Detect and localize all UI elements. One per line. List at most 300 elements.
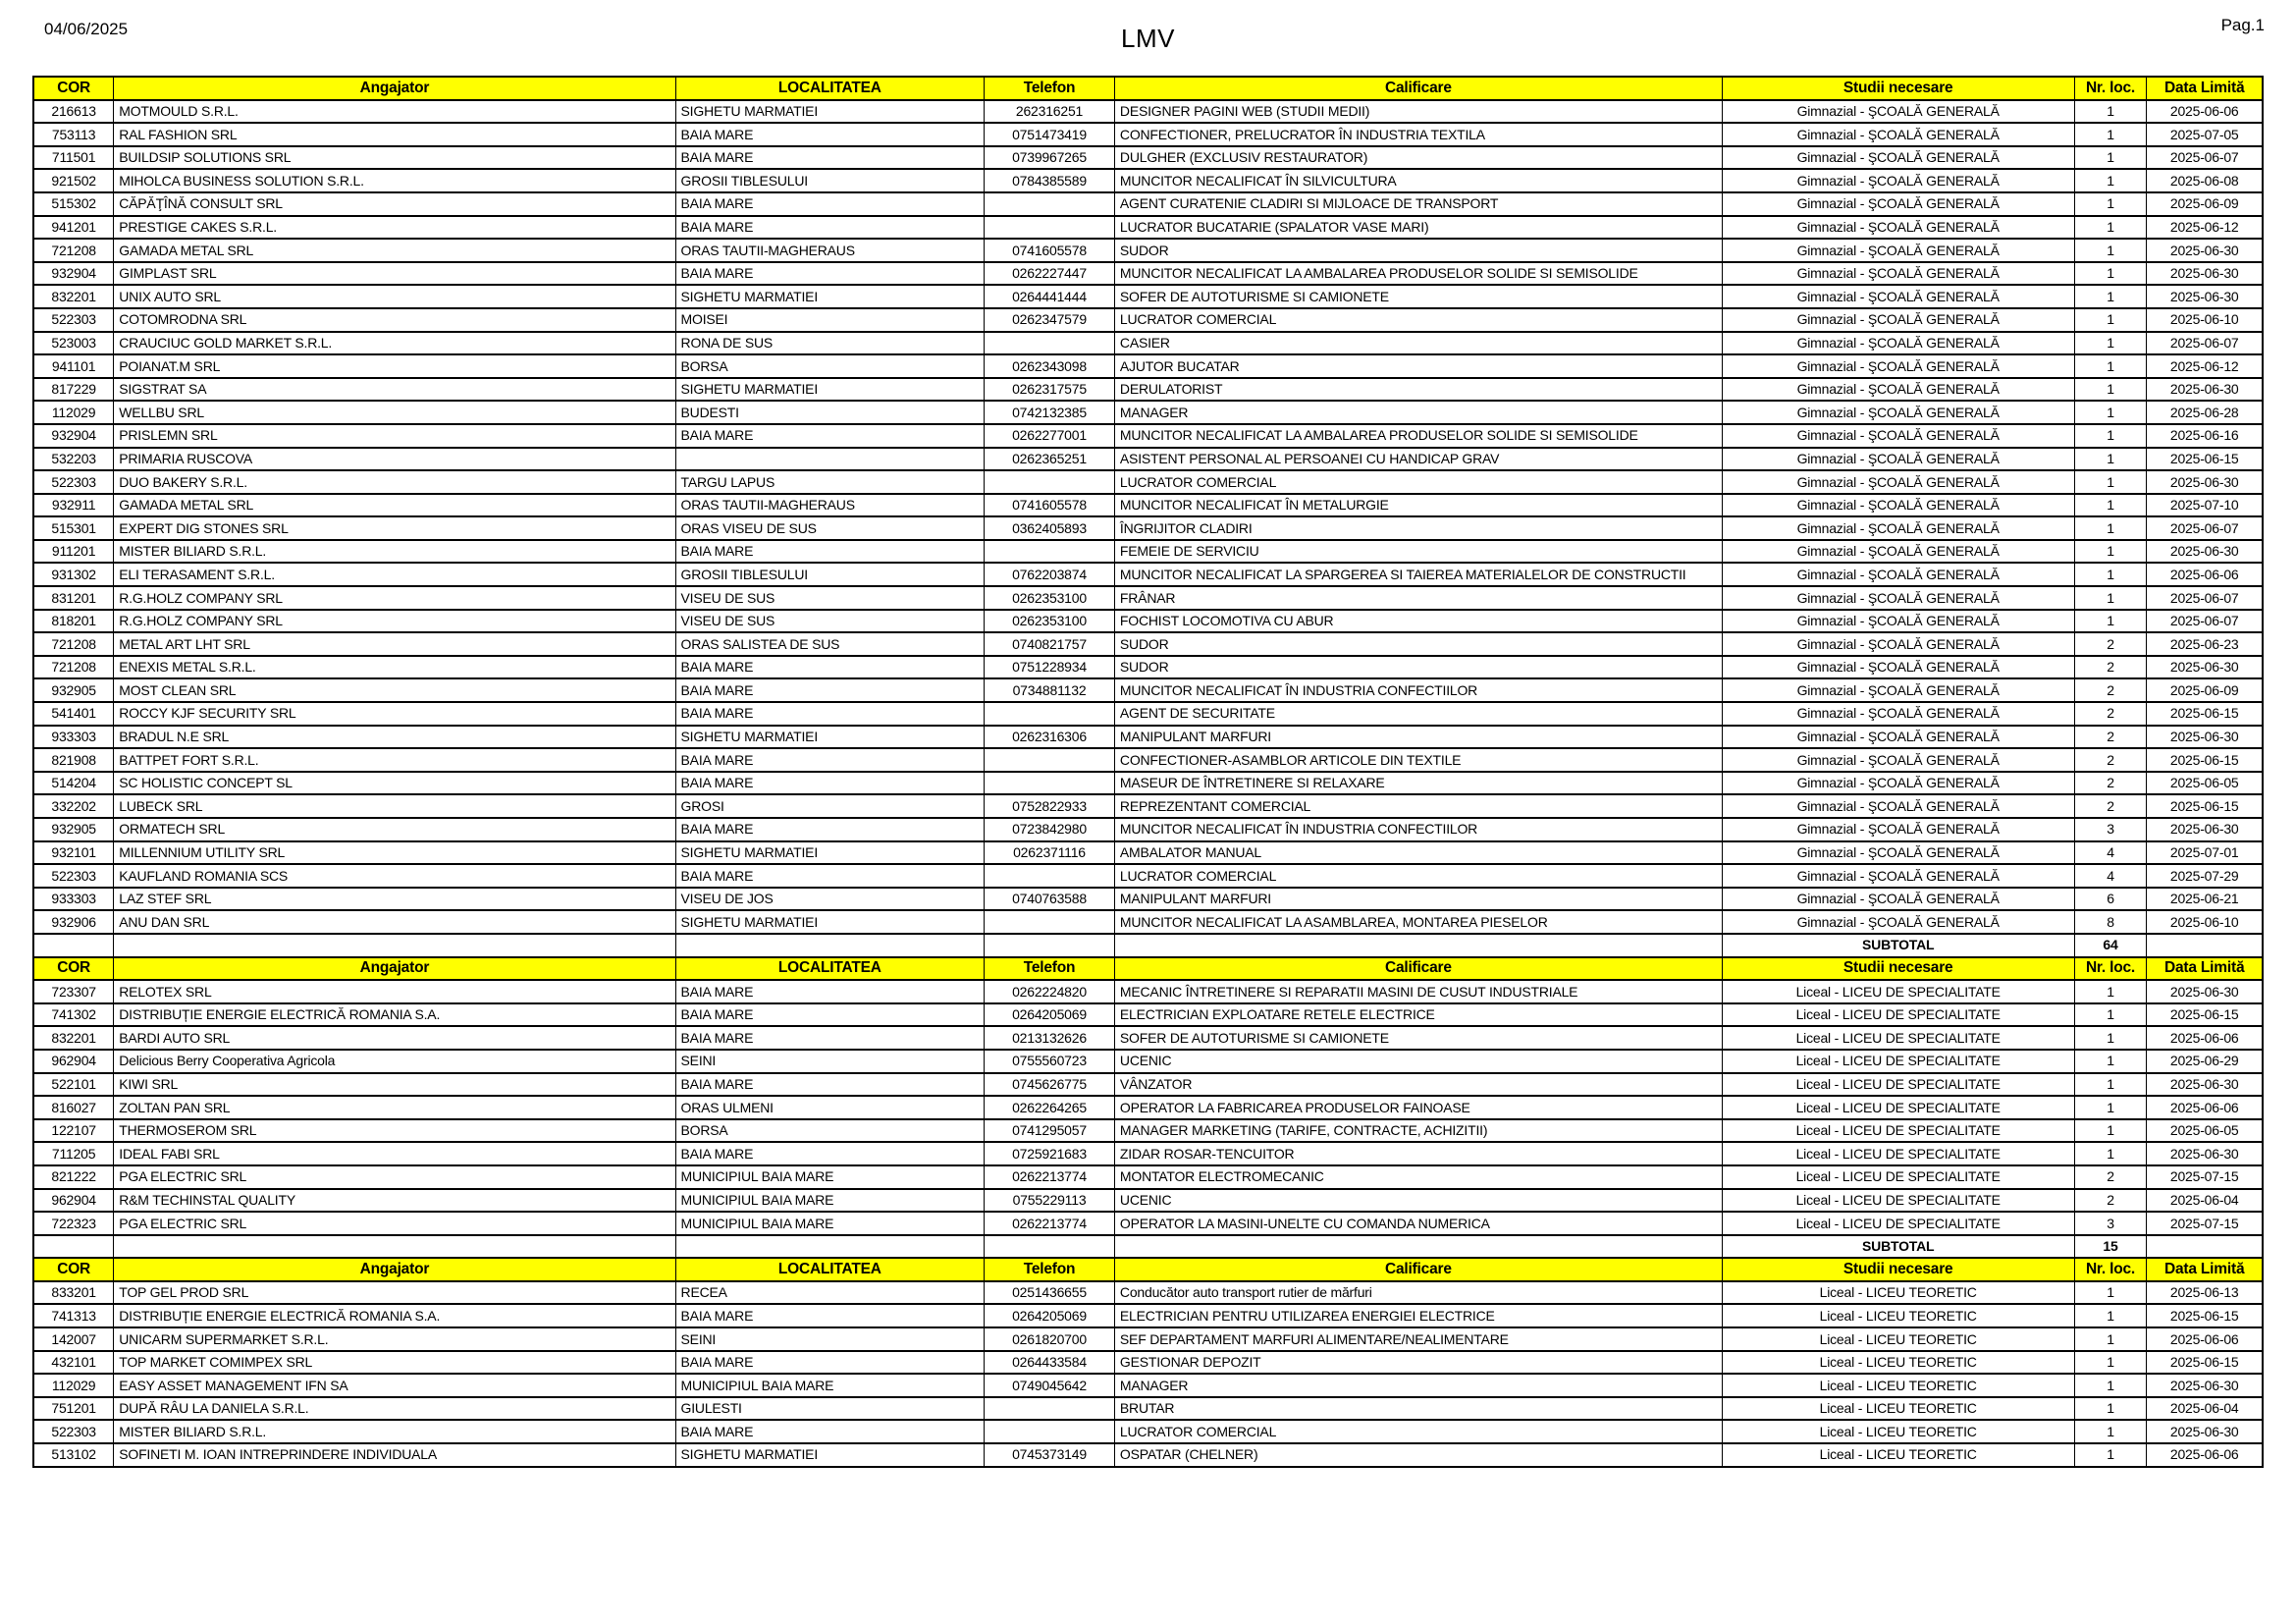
cell-nr-loc: 1 bbox=[2074, 1374, 2147, 1397]
cell-angajator: BATTPET FORT S.R.L. bbox=[114, 748, 675, 772]
cell-data-limita: 2025-06-15 bbox=[2147, 1351, 2263, 1375]
cell-studii-necesare: Gimnazial - ŞCOALĂ GENERALĂ bbox=[1722, 448, 2074, 471]
cell-telefon bbox=[985, 332, 1115, 355]
cell-data-limita bbox=[2147, 1235, 2263, 1259]
table-row bbox=[33, 1003, 2263, 1027]
cell-studii-necesare: Liceal - LICEU DE SPECIALITATE bbox=[1722, 1026, 2074, 1050]
cell-angajator: GAMADA METAL SRL bbox=[114, 494, 675, 517]
column-header-studii-necesare: Studii necesare bbox=[1722, 957, 2074, 981]
cell-calificare: LUCRATOR COMERCIAL bbox=[1114, 470, 1722, 494]
cell-data-limita: 2025-06-05 bbox=[2147, 1119, 2263, 1143]
cell-telefon: 0762203874 bbox=[985, 563, 1115, 586]
cell-data-limita: 2025-06-29 bbox=[2147, 1050, 2263, 1073]
cell-angajator: EASY ASSET MANAGEMENT IFN SA bbox=[114, 1374, 675, 1397]
cell-angajator: COTOMRODNA SRL bbox=[114, 308, 675, 332]
cell-nr-loc: 1 bbox=[2074, 586, 2147, 610]
cell-angajator: ELI TERASAMENT S.R.L. bbox=[114, 563, 675, 586]
cell-localitatea: BORSA bbox=[675, 1119, 985, 1143]
cell-angajator: SC HOLISTIC CONCEPT SL bbox=[114, 772, 675, 795]
cell-cor: 741302 bbox=[33, 1003, 114, 1027]
cell-angajator: EXPERT DIG STONES SRL bbox=[114, 516, 675, 540]
cell-calificare bbox=[1114, 1235, 1722, 1259]
cell-angajator: BUILDSIP SOLUTIONS SRL bbox=[114, 146, 675, 170]
cell-data-limita: 2025-06-16 bbox=[2147, 424, 2263, 448]
cell-data-limita: 2025-06-06 bbox=[2147, 1327, 2263, 1351]
cell-calificare: VÂNZATOR bbox=[1114, 1073, 1722, 1097]
cell-nr-loc: 1 bbox=[2074, 354, 2147, 378]
table-row bbox=[33, 308, 2263, 332]
table-row bbox=[33, 1304, 2263, 1327]
cell-localitatea: BAIA MARE bbox=[675, 980, 985, 1003]
page-number: Pag.1 bbox=[2220, 16, 2265, 34]
cell-calificare: SUDOR bbox=[1114, 632, 1722, 656]
cell-telefon: 262316251 bbox=[985, 100, 1115, 124]
cell-data-limita: 2025-06-30 bbox=[2147, 262, 2263, 286]
table-row bbox=[33, 332, 2263, 355]
cell-data-limita: 2025-06-21 bbox=[2147, 888, 2263, 911]
cell-data-limita: 2025-06-06 bbox=[2147, 1443, 2263, 1467]
cell-telefon bbox=[985, 864, 1115, 888]
page-title: LMV bbox=[1121, 24, 1175, 53]
cell-localitatea: BAIA MARE bbox=[675, 216, 985, 240]
table-row bbox=[33, 100, 2263, 124]
cell-calificare: BRUTAR bbox=[1114, 1397, 1722, 1421]
cell-cor: 332202 bbox=[33, 794, 114, 818]
cell-telefon bbox=[985, 470, 1115, 494]
cell-cor: 962904 bbox=[33, 1050, 114, 1073]
cell-data-limita: 2025-06-28 bbox=[2147, 401, 2263, 424]
cell-cor bbox=[33, 1235, 114, 1259]
cell-calificare: MUNCITOR NECALIFICAT ÎN SILVICULTURA bbox=[1114, 169, 1722, 192]
table-row bbox=[33, 1026, 2263, 1050]
cell-calificare: MANAGER bbox=[1114, 1374, 1722, 1397]
column-header-studii-necesare: Studii necesare bbox=[1722, 1258, 2074, 1281]
cell-telefon: 0784385589 bbox=[985, 169, 1115, 192]
cell-calificare: MECANIC ÎNTRETINERE SI REPARATII MASINI DE CUSUT INDUSTRIALE bbox=[1114, 980, 1722, 1003]
cell-cor: 817229 bbox=[33, 378, 114, 402]
cell-localitatea: VISEU DE SUS bbox=[675, 610, 985, 633]
cell-studii-necesare: Liceal - LICEU TEORETIC bbox=[1722, 1374, 2074, 1397]
cell-cor: 816027 bbox=[33, 1096, 114, 1119]
cell-cor: 832201 bbox=[33, 1026, 114, 1050]
cell-telefon: 0741605578 bbox=[985, 239, 1115, 262]
cell-angajator: RELOTEX SRL bbox=[114, 980, 675, 1003]
cell-calificare: OPERATOR LA FABRICAREA PRODUSELOR FAINOASE bbox=[1114, 1096, 1722, 1119]
cell-cor: 432101 bbox=[33, 1351, 114, 1375]
cell-localitatea: MUNICIPIUL BAIA MARE bbox=[675, 1212, 985, 1235]
cell-angajator: METAL ART LHT SRL bbox=[114, 632, 675, 656]
cell-data-limita: 2025-06-30 bbox=[2147, 378, 2263, 402]
cell-angajator: THERMOSEROM SRL bbox=[114, 1119, 675, 1143]
subtotal-value: 64 bbox=[2074, 934, 2147, 957]
cell-angajator: ANU DAN SRL bbox=[114, 910, 675, 934]
cell-calificare: ZIDAR ROSAR-TENCUITOR bbox=[1114, 1142, 1722, 1165]
table-row bbox=[33, 285, 2263, 308]
table-row bbox=[33, 1050, 2263, 1073]
cell-localitatea: BAIA MARE bbox=[675, 678, 985, 702]
cell-telefon: 0741605578 bbox=[985, 494, 1115, 517]
cell-data-limita: 2025-06-06 bbox=[2147, 563, 2263, 586]
cell-telefon: 0262347579 bbox=[985, 308, 1115, 332]
cell-studii-necesare: Gimnazial - ŞCOALĂ GENERALĂ bbox=[1722, 285, 2074, 308]
cell-studii-necesare: Liceal - LICEU DE SPECIALITATE bbox=[1722, 1073, 2074, 1097]
cell-angajator: KIWI SRL bbox=[114, 1073, 675, 1097]
cell-localitatea: BAIA MARE bbox=[675, 864, 985, 888]
table-row bbox=[33, 1119, 2263, 1143]
cell-localitatea bbox=[675, 1235, 985, 1259]
cell-studii-necesare: Gimnazial - ŞCOALĂ GENERALĂ bbox=[1722, 494, 2074, 517]
cell-localitatea: BAIA MARE bbox=[675, 818, 985, 841]
section-header-row bbox=[33, 957, 2263, 981]
cell-telefon bbox=[985, 702, 1115, 726]
cell-telefon: 0734881132 bbox=[985, 678, 1115, 702]
cell-angajator bbox=[114, 934, 675, 957]
cell-telefon: 0752822933 bbox=[985, 794, 1115, 818]
cell-localitatea bbox=[675, 448, 985, 471]
subtotal-row bbox=[33, 934, 2263, 957]
table-row bbox=[33, 563, 2263, 586]
cell-localitatea: BAIA MARE bbox=[675, 1003, 985, 1027]
cell-data-limita: 2025-06-15 bbox=[2147, 448, 2263, 471]
table-row bbox=[33, 841, 2263, 865]
cell-cor: 514204 bbox=[33, 772, 114, 795]
cell-data-limita: 2025-06-06 bbox=[2147, 1096, 2263, 1119]
cell-data-limita: 2025-06-30 bbox=[2147, 470, 2263, 494]
cell-nr-loc: 1 bbox=[2074, 1351, 2147, 1375]
subtotal-row bbox=[33, 1235, 2263, 1259]
cell-localitatea: BAIA MARE bbox=[675, 1073, 985, 1097]
cell-calificare: Conducător auto transport rutier de mărfuri bbox=[1114, 1281, 1722, 1305]
cell-data-limita: 2025-06-12 bbox=[2147, 216, 2263, 240]
cell-nr-loc: 1 bbox=[2074, 424, 2147, 448]
cell-calificare: CASIER bbox=[1114, 332, 1722, 355]
table-row bbox=[33, 378, 2263, 402]
cell-nr-loc: 2 bbox=[2074, 772, 2147, 795]
cell-calificare: FOCHIST LOCOMOTIVA CU ABUR bbox=[1114, 610, 1722, 633]
cell-localitatea: SIGHETU MARMATIEI bbox=[675, 910, 985, 934]
cell-nr-loc: 2 bbox=[2074, 748, 2147, 772]
cell-localitatea: SIGHETU MARMATIEI bbox=[675, 100, 985, 124]
cell-calificare: MUNCITOR NECALIFICAT LA SPARGEREA SI TAIEREA MATERIALELOR DE CONSTRUCTII bbox=[1114, 563, 1722, 586]
cell-localitatea: BAIA MARE bbox=[675, 540, 985, 564]
cell-telefon: 0725921683 bbox=[985, 1142, 1115, 1165]
cell-localitatea: SIGHETU MARMATIEI bbox=[675, 726, 985, 749]
table-row bbox=[33, 448, 2263, 471]
cell-angajator: POIANAT.M SRL bbox=[114, 354, 675, 378]
cell-telefon bbox=[985, 748, 1115, 772]
cell-calificare: AMBALATOR MANUAL bbox=[1114, 841, 1722, 865]
cell-cor: 932905 bbox=[33, 678, 114, 702]
cell-angajator: PGA ELECTRIC SRL bbox=[114, 1212, 675, 1235]
cell-cor: 933303 bbox=[33, 888, 114, 911]
table-row bbox=[33, 401, 2263, 424]
cell-calificare: SOFER DE AUTOTURISME SI CAMIONETE bbox=[1114, 285, 1722, 308]
cell-cor: 513102 bbox=[33, 1443, 114, 1467]
column-header-nr-loc: Nr. loc. bbox=[2074, 1258, 2147, 1281]
table-row bbox=[33, 192, 2263, 216]
table-row bbox=[33, 772, 2263, 795]
table-row bbox=[33, 980, 2263, 1003]
cell-telefon: 0742132385 bbox=[985, 401, 1115, 424]
cell-data-limita: 2025-06-30 bbox=[2147, 540, 2263, 564]
cell-telefon: 0755229113 bbox=[985, 1189, 1115, 1213]
cell-cor: 522303 bbox=[33, 308, 114, 332]
cell-studii-necesare: Gimnazial - ŞCOALĂ GENERALĂ bbox=[1722, 378, 2074, 402]
cell-telefon: 0264205069 bbox=[985, 1003, 1115, 1027]
cell-localitatea: RONA DE SUS bbox=[675, 332, 985, 355]
cell-studii-necesare: Gimnazial - ŞCOALĂ GENERALĂ bbox=[1722, 401, 2074, 424]
column-header-angajator: Angajator bbox=[114, 957, 675, 981]
cell-calificare: MUNCITOR NECALIFICAT ÎN INDUSTRIA CONFECTIILOR bbox=[1114, 678, 1722, 702]
column-header-nr-loc: Nr. loc. bbox=[2074, 77, 2147, 100]
cell-angajator: R.G.HOLZ COMPANY SRL bbox=[114, 610, 675, 633]
cell-angajator: DISTRIBUȚIE ENERGIE ELECTRICĂ ROMANIA S.A. bbox=[114, 1304, 675, 1327]
cell-data-limita: 2025-06-07 bbox=[2147, 146, 2263, 170]
cell-telefon: 0741295057 bbox=[985, 1119, 1115, 1143]
cell-angajator: ZOLTAN PAN SRL bbox=[114, 1096, 675, 1119]
cell-cor: 216613 bbox=[33, 100, 114, 124]
cell-nr-loc: 1 bbox=[2074, 192, 2147, 216]
cell-angajator: DISTRIBUȚIE ENERGIE ELECTRICĂ ROMANIA S.A. bbox=[114, 1003, 675, 1027]
cell-localitatea: BAIA MARE bbox=[675, 772, 985, 795]
column-header-calificare: Calificare bbox=[1114, 77, 1722, 100]
cell-nr-loc: 2 bbox=[2074, 1189, 2147, 1213]
cell-studii-necesare: Liceal - LICEU TEORETIC bbox=[1722, 1397, 2074, 1421]
cell-telefon: 0251436655 bbox=[985, 1281, 1115, 1305]
cell-angajator: SIGSTRAT SA bbox=[114, 378, 675, 402]
cell-studii-necesare: Gimnazial - ŞCOALĂ GENERALĂ bbox=[1722, 563, 2074, 586]
cell-nr-loc: 1 bbox=[2074, 239, 2147, 262]
cell-telefon: 0262371116 bbox=[985, 841, 1115, 865]
cell-studii-necesare: Liceal - LICEU TEORETIC bbox=[1722, 1443, 2074, 1467]
cell-angajator: DUPĂ RÂU LA DANIELA S.R.L. bbox=[114, 1397, 675, 1421]
cell-nr-loc: 1 bbox=[2074, 1073, 2147, 1097]
cell-data-limita: 2025-06-30 bbox=[2147, 1142, 2263, 1165]
cell-studii-necesare: Liceal - LICEU DE SPECIALITATE bbox=[1722, 1142, 2074, 1165]
cell-angajator: MILLENNIUM UTILITY SRL bbox=[114, 841, 675, 865]
column-header-calificare: Calificare bbox=[1114, 1258, 1722, 1281]
cell-angajator: MIHOLCA BUSINESS SOLUTION S.R.L. bbox=[114, 169, 675, 192]
cell-telefon bbox=[985, 772, 1115, 795]
cell-angajator: MISTER BILIARD S.R.L. bbox=[114, 1420, 675, 1443]
cell-studii-necesare: Gimnazial - ŞCOALĂ GENERALĂ bbox=[1722, 818, 2074, 841]
cell-telefon: 0262365251 bbox=[985, 448, 1115, 471]
table-row bbox=[33, 632, 2263, 656]
cell-cor: 921502 bbox=[33, 169, 114, 192]
cell-telefon: 0751228934 bbox=[985, 656, 1115, 679]
cell-calificare: UCENIC bbox=[1114, 1050, 1722, 1073]
cell-data-limita: 2025-06-13 bbox=[2147, 1281, 2263, 1305]
cell-telefon: 0745373149 bbox=[985, 1443, 1115, 1467]
cell-data-limita: 2025-06-07 bbox=[2147, 586, 2263, 610]
cell-telefon: 0264433584 bbox=[985, 1351, 1115, 1375]
table-row bbox=[33, 726, 2263, 749]
cell-calificare: SUDOR bbox=[1114, 239, 1722, 262]
cell-studii-necesare: Gimnazial - ŞCOALĂ GENERALĂ bbox=[1722, 586, 2074, 610]
vacancy-table bbox=[32, 76, 2264, 1468]
cell-studii-necesare: Liceal - LICEU DE SPECIALITATE bbox=[1722, 1096, 2074, 1119]
document-date: 04/06/2025 bbox=[44, 20, 129, 38]
cell-telefon: 0755560723 bbox=[985, 1050, 1115, 1073]
cell-nr-loc: 2 bbox=[2074, 656, 2147, 679]
cell-telefon: 0264441444 bbox=[985, 285, 1115, 308]
cell-nr-loc: 3 bbox=[2074, 1212, 2147, 1235]
cell-cor: 522101 bbox=[33, 1073, 114, 1097]
cell-localitatea: GROSII TIBLESULUI bbox=[675, 563, 985, 586]
cell-telefon: 0213132626 bbox=[985, 1026, 1115, 1050]
cell-cor: 515301 bbox=[33, 516, 114, 540]
cell-nr-loc: 1 bbox=[2074, 100, 2147, 124]
section-header-row bbox=[33, 1258, 2263, 1281]
cell-nr-loc: 1 bbox=[2074, 262, 2147, 286]
cell-nr-loc: 1 bbox=[2074, 1420, 2147, 1443]
column-header-data-limita: Data Limită bbox=[2147, 957, 2263, 981]
table-row bbox=[33, 146, 2263, 170]
cell-nr-loc: 3 bbox=[2074, 818, 2147, 841]
cell-studii-necesare: Liceal - LICEU DE SPECIALITATE bbox=[1722, 1050, 2074, 1073]
cell-localitatea: MUNICIPIUL BAIA MARE bbox=[675, 1165, 985, 1189]
cell-nr-loc: 1 bbox=[2074, 448, 2147, 471]
table-row bbox=[33, 262, 2263, 286]
cell-nr-loc: 2 bbox=[2074, 794, 2147, 818]
table-row bbox=[33, 1443, 2263, 1467]
cell-calificare: ÎNGRIJITOR CLADIRI bbox=[1114, 516, 1722, 540]
cell-nr-loc: 1 bbox=[2074, 332, 2147, 355]
cell-calificare: SEF DEPARTAMENT MARFURI ALIMENTARE/NEALIMENTARE bbox=[1114, 1327, 1722, 1351]
cell-telefon: 0262353100 bbox=[985, 610, 1115, 633]
column-header-angajator: Angajator bbox=[114, 77, 675, 100]
cell-cor: 932911 bbox=[33, 494, 114, 517]
cell-telefon: 0262213774 bbox=[985, 1165, 1115, 1189]
cell-data-limita: 2025-06-30 bbox=[2147, 656, 2263, 679]
cell-localitatea: BAIA MARE bbox=[675, 1351, 985, 1375]
cell-data-limita: 2025-06-15 bbox=[2147, 702, 2263, 726]
cell-calificare: GESTIONAR DEPOZIT bbox=[1114, 1351, 1722, 1375]
cell-angajator: BRADUL N.E SRL bbox=[114, 726, 675, 749]
cell-calificare: ELECTRICIAN PENTRU UTILIZAREA ENERGIEI ELECTRICE bbox=[1114, 1304, 1722, 1327]
cell-angajator: UNIX AUTO SRL bbox=[114, 285, 675, 308]
cell-cor: 541401 bbox=[33, 702, 114, 726]
cell-calificare: AGENT CURATENIE CLADIRI SI MIJLOACE DE TRANSPORT bbox=[1114, 192, 1722, 216]
column-header-telefon: Telefon bbox=[985, 957, 1115, 981]
cell-calificare: MANIPULANT MARFURI bbox=[1114, 726, 1722, 749]
table-row bbox=[33, 888, 2263, 911]
cell-localitatea: ORAS ULMENI bbox=[675, 1096, 985, 1119]
cell-nr-loc: 2 bbox=[2074, 1165, 2147, 1189]
cell-studii-necesare: Liceal - LICEU DE SPECIALITATE bbox=[1722, 980, 2074, 1003]
cell-calificare: SOFER DE AUTOTURISME SI CAMIONETE bbox=[1114, 1026, 1722, 1050]
cell-cor: 941201 bbox=[33, 216, 114, 240]
cell-nr-loc: 1 bbox=[2074, 540, 2147, 564]
cell-localitatea: BAIA MARE bbox=[675, 702, 985, 726]
cell-localitatea: SIGHETU MARMATIEI bbox=[675, 1443, 985, 1467]
table-row bbox=[33, 494, 2263, 517]
cell-data-limita: 2025-06-30 bbox=[2147, 1420, 2263, 1443]
cell-angajator: WELLBU SRL bbox=[114, 401, 675, 424]
cell-angajator: BARDI AUTO SRL bbox=[114, 1026, 675, 1050]
cell-telefon: 0262264265 bbox=[985, 1096, 1115, 1119]
column-header-angajator: Angajator bbox=[114, 1258, 675, 1281]
cell-nr-loc: 1 bbox=[2074, 1304, 2147, 1327]
cell-calificare: FEMEIE DE SERVICIU bbox=[1114, 540, 1722, 564]
cell-localitatea: SEINI bbox=[675, 1050, 985, 1073]
cell-telefon: 0262317575 bbox=[985, 378, 1115, 402]
cell-localitatea: BAIA MARE bbox=[675, 656, 985, 679]
cell-localitatea: SIGHETU MARMATIEI bbox=[675, 285, 985, 308]
cell-nr-loc: 1 bbox=[2074, 470, 2147, 494]
cell-telefon: 0723842980 bbox=[985, 818, 1115, 841]
cell-angajator: IDEAL FABI SRL bbox=[114, 1142, 675, 1165]
cell-localitatea: BORSA bbox=[675, 354, 985, 378]
cell-data-limita: 2025-06-30 bbox=[2147, 1073, 2263, 1097]
cell-nr-loc: 1 bbox=[2074, 516, 2147, 540]
cell-data-limita: 2025-06-30 bbox=[2147, 239, 2263, 262]
cell-studii-necesare: Gimnazial - ŞCOALĂ GENERALĂ bbox=[1722, 308, 2074, 332]
cell-studii-necesare: Liceal - LICEU TEORETIC bbox=[1722, 1351, 2074, 1375]
cell-cor: 112029 bbox=[33, 1374, 114, 1397]
cell-telefon: 0745626775 bbox=[985, 1073, 1115, 1097]
cell-data-limita: 2025-06-04 bbox=[2147, 1397, 2263, 1421]
cell-calificare: DESIGNER PAGINI WEB (STUDII MEDII) bbox=[1114, 100, 1722, 124]
cell-nr-loc: 1 bbox=[2074, 1142, 2147, 1165]
cell-nr-loc: 2 bbox=[2074, 702, 2147, 726]
cell-angajator: UNICARM SUPERMARKET S.R.L. bbox=[114, 1327, 675, 1351]
cell-telefon: 0740763588 bbox=[985, 888, 1115, 911]
cell-calificare: DERULATORIST bbox=[1114, 378, 1722, 402]
cell-calificare: MANAGER bbox=[1114, 401, 1722, 424]
table-row bbox=[33, 1327, 2263, 1351]
cell-localitatea: SIGHETU MARMATIEI bbox=[675, 378, 985, 402]
cell-studii-necesare: Gimnazial - ŞCOALĂ GENERALĂ bbox=[1722, 354, 2074, 378]
cell-telefon: 0261820700 bbox=[985, 1327, 1115, 1351]
cell-cor: 831201 bbox=[33, 586, 114, 610]
cell-angajator: PRISLEMN SRL bbox=[114, 424, 675, 448]
cell-telefon bbox=[985, 910, 1115, 934]
cell-cor: 932904 bbox=[33, 424, 114, 448]
cell-studii-necesare: Liceal - LICEU TEORETIC bbox=[1722, 1420, 2074, 1443]
column-header-calificare: Calificare bbox=[1114, 957, 1722, 981]
cell-nr-loc: 1 bbox=[2074, 216, 2147, 240]
table-row bbox=[33, 656, 2263, 679]
cell-data-limita: 2025-06-09 bbox=[2147, 678, 2263, 702]
cell-cor: 523003 bbox=[33, 332, 114, 355]
column-header-nr-loc: Nr. loc. bbox=[2074, 957, 2147, 981]
cell-calificare: ELECTRICIAN EXPLOATARE RETELE ELECTRICE bbox=[1114, 1003, 1722, 1027]
cell-telefon: 0739967265 bbox=[985, 146, 1115, 170]
cell-localitatea: SIGHETU MARMATIEI bbox=[675, 841, 985, 865]
cell-nr-loc: 1 bbox=[2074, 563, 2147, 586]
cell-studii-necesare: Liceal - LICEU DE SPECIALITATE bbox=[1722, 1189, 2074, 1213]
cell-data-limita: 2025-06-23 bbox=[2147, 632, 2263, 656]
column-header-cor: COR bbox=[33, 957, 114, 981]
cell-telefon: 0262277001 bbox=[985, 424, 1115, 448]
cell-nr-loc: 4 bbox=[2074, 864, 2147, 888]
cell-data-limita: 2025-06-08 bbox=[2147, 169, 2263, 192]
cell-angajator: MOTMOULD S.R.L. bbox=[114, 100, 675, 124]
cell-data-limita: 2025-06-30 bbox=[2147, 285, 2263, 308]
column-header-cor: COR bbox=[33, 1258, 114, 1281]
cell-calificare: DULGHER (EXCLUSIV RESTAURATOR) bbox=[1114, 146, 1722, 170]
table-row bbox=[33, 678, 2263, 702]
cell-telefon: 0262316306 bbox=[985, 726, 1115, 749]
cell-studii-necesare: Liceal - LICEU DE SPECIALITATE bbox=[1722, 1165, 2074, 1189]
cell-localitatea: BAIA MARE bbox=[675, 123, 985, 146]
cell-localitatea: MUNICIPIUL BAIA MARE bbox=[675, 1374, 985, 1397]
cell-cor bbox=[33, 934, 114, 957]
cell-localitatea: BAIA MARE bbox=[675, 1142, 985, 1165]
cell-studii-necesare: Gimnazial - ŞCOALĂ GENERALĂ bbox=[1722, 794, 2074, 818]
cell-data-limita: 2025-07-01 bbox=[2147, 841, 2263, 865]
